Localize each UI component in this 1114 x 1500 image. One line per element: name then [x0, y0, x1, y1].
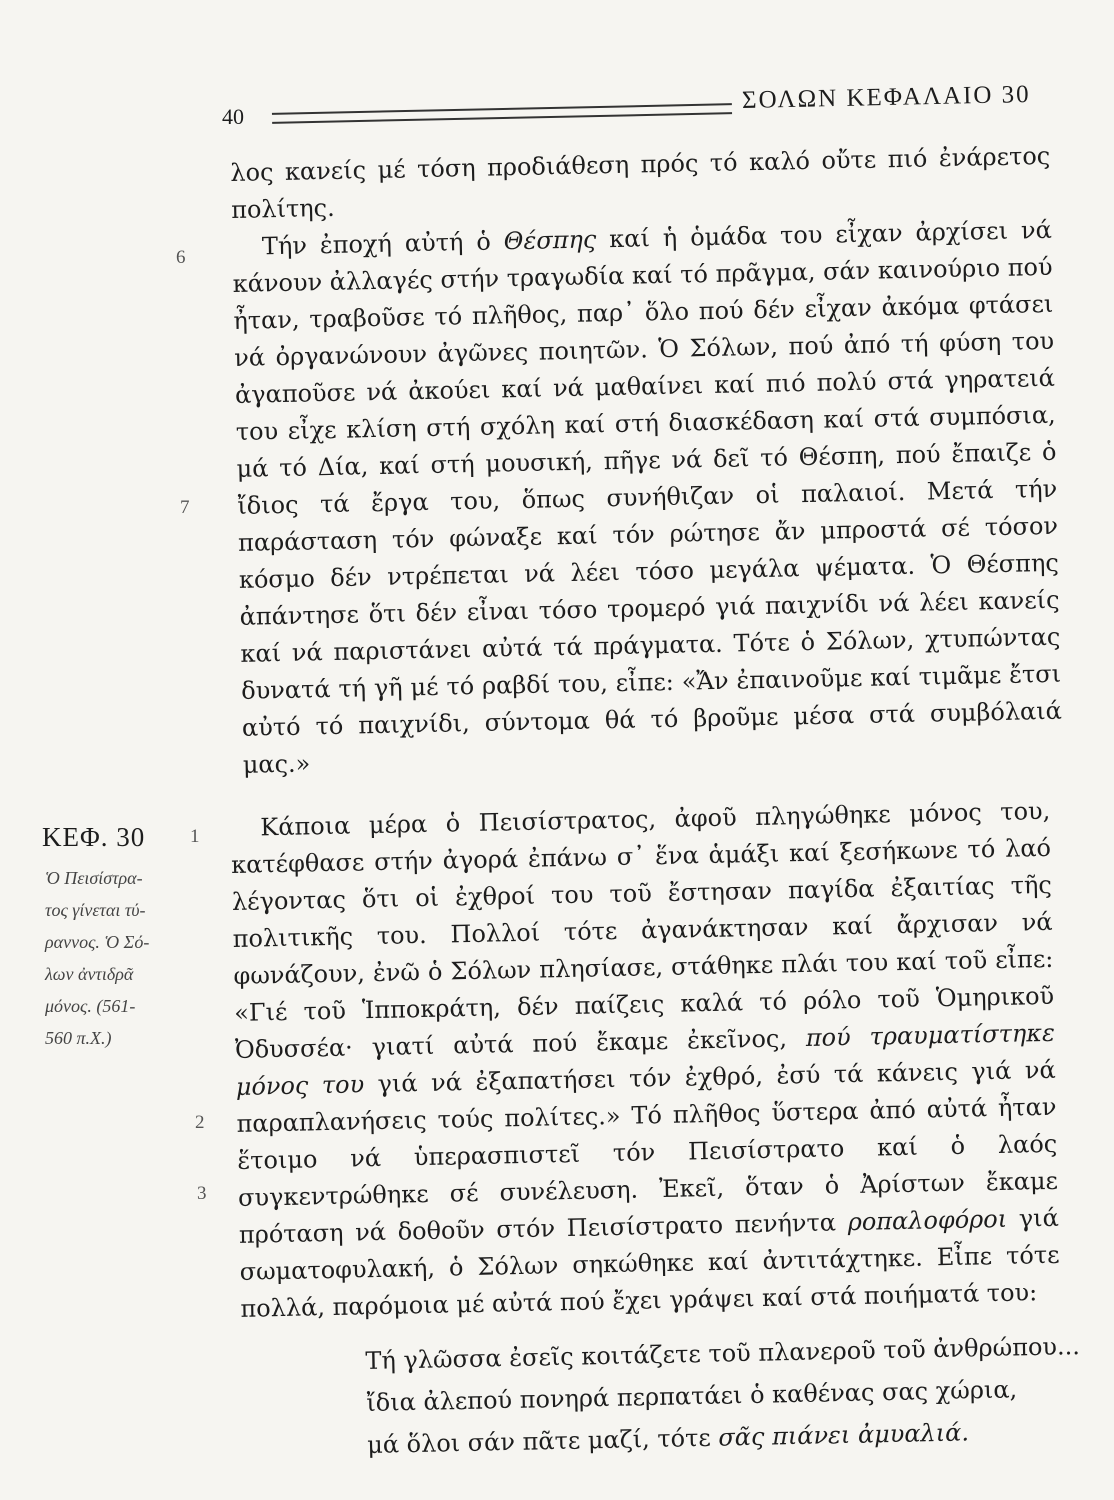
text-run: μά ὅλοι σάν πᾶτε μαζί, τότε: [366, 1423, 719, 1459]
text-block-thespis: [230, 138, 1063, 784]
chapter-summary: [45, 862, 185, 1054]
summary-line: τος γίνεται τύ-: [45, 900, 146, 920]
summary-line: λων ἀντιδρᾶ: [45, 964, 134, 984]
paragraph-thespis: [232, 212, 1063, 784]
text-run: Τήν ἐποχή αὐτή ὁ: [261, 227, 505, 261]
paragraph-peisistratus: [230, 793, 1061, 1328]
margin-number: 1: [190, 826, 200, 847]
running-title: ΣΟΛΩΝ ΚΕΦΑΛΑΙΟ 30: [741, 80, 1031, 115]
italic-phrase: πού τραυματίστηκε μόνος του: [235, 1018, 1056, 1101]
italic-phrase: σᾶς πιάνει ἀμυαλιά.: [718, 1418, 970, 1452]
text-block-peisistratus: [230, 793, 1061, 1328]
text-run: γιά σωματοφυλακή, ὁ Σόλων σηκώθηκε καί ἀντιτάχτηκε. Εἶπε τότε πολλά, παρόμοια μέ αὐτά πού ἔχει γράψει καί στά ποιήματά του:: [239, 1203, 1060, 1323]
chapter-heading: ΚΕΦ. 30: [42, 822, 146, 852]
page-header: [0, 0, 1114, 140]
margin-number: 2: [195, 1112, 205, 1133]
poem-line: ἴδια ἀλεπού πονηρά περπατάει ὁ καθένας σας χώρια,: [366, 1375, 1018, 1417]
text-run: Κάποια μέρα ὁ Πεισίστρατος, ἀφοῦ πληγώθηκε μόνος του, κατέφθασε στήν ἀγορά ἐπάνω σ᾽ ἕνα ἁμάξι καί ξεσήκωνε τό λαό λέγοντας ὅτι οἱ ἐχθροί του τοῦ ἔστησαν παγίδα ἐξαιτίας τῆς πολιτικῆς του. Πολλοί τότε ἀγανάκτησαν καί ἄρχισαν νά φωνάζουν, ἐνῶ ὁ Σόλων πλησίασε, στάθηκε πλάι του καί τοῦ εἶπε: «Γιέ τοῦ Ἱπποκράτη, δέν παίζεις καλά τό ρόλο τοῦ Ὁμηρικοῦ Ὀδυσσέα· γιατί αὐτά πού ἔκαμε ἐκεῖνος,: [230, 796, 1055, 1064]
summary-line: 560 π.Χ.): [45, 1028, 112, 1048]
summary-line: ραννος. Ὁ Σό-: [45, 932, 150, 952]
margin-number: 7: [180, 497, 190, 518]
text-run: καί ἡ ὁμάδα του εἶχαν ἀρχίσει νά κάνουν ἀλλαγές στήν τραγωδία καί τό πρᾶγμα, σάν καινούριο πού ἦταν, τραβοῦσε τό πλῆθος, παρ᾽ ὅλο πού δέν εἶχαν ἀκόμα φτάσει νά ὀργανώνουν ἀγῶνες ποιητῶν. Ὁ Σόλων, πού ἀπό τή φύση του ἀγαποῦσε νά ἀκούει καί νά μαθαίνει καί πιό πολύ στά γηρατειά του εἶχε κλίση στή σχόλη καί στή διασκέδαση καί στά συμπόσια, μά τό Δία, καί στή μουσική, πῆγε νά δεῖ τό Θέσπη, πού ἔπαιζε ὁ ἴδιος τά ἔργα του, ὅπως συνήθιζαν οἱ παλαιοί. Μετά τήν παράσταση τόν φώναξε καί τόν ρώτησε ἄν μπροστά σέ τόσον κόσμο δέν ντρέπεται νά λέει τόσο μεγάλα ψέματα. Ὁ Θέσπης ἀπάντησε ὅτι δέν εἶναι τόσο τρομερό γιά παιχνίδι νά λέει κανείς καί νά παριστάνει αὐτά τά πράγματα. Τότε ὁ Σόλων, χτυπώντας δυνατά τή γῆ μέ τό ραβδί του, εἶπε: «Ἄν ἐπαινοῦμε καί τιμᾶμε ἔτσι αὐτό τό παιχνίδι, σύντομα θά τό βροῦμε μέσα στά συμβόλαιά μας.»: [232, 215, 1063, 779]
italic-name: Θέσπης: [503, 225, 597, 256]
paragraph-continuation: λος κανείς μέ τόση προδιάθεση πρός τό καλό οὔτε πιό ἐνάρετος πολίτης.: [230, 141, 1051, 224]
text-run: γιά νά ἐξαπατήσει τόν ἐχθρό, ἐσύ τά κάνεις γιά νά παραπλανήσεις τούς πολίτες.» Τό πλῆθος ὕστερα ἀπό αὐτά ἦταν ἕτοιμο νά ὑπερασπιστεῖ τόν Πεισίστρατο καί ὁ λαός συγκεντρώθηκε σέ συνέλευση. Ἐκεῖ, ὅταν ὁ Ἀρίστων ἔκαμε πρόταση νά δοθοῦν στόν Πεισίστρατο πενήντα: [236, 1055, 1059, 1249]
margin-number: 6: [176, 247, 186, 268]
page-number: 40: [222, 104, 244, 129]
summary-line: μόνος. (561-: [45, 996, 136, 1016]
poem-quote: [365, 1325, 1081, 1466]
italic-term: ροπαλοφόροι: [847, 1204, 1008, 1237]
header-rule: [272, 103, 732, 124]
poem-line: Τή γλῶσσα ἐσεῖς κοιτάζετε τοῦ πλανεροῦ τοῦ ἀνθρώπου...: [365, 1332, 1081, 1375]
summary-line: Ὁ Πεισίστρα-: [45, 868, 143, 888]
margin-number: 3: [197, 1183, 207, 1204]
